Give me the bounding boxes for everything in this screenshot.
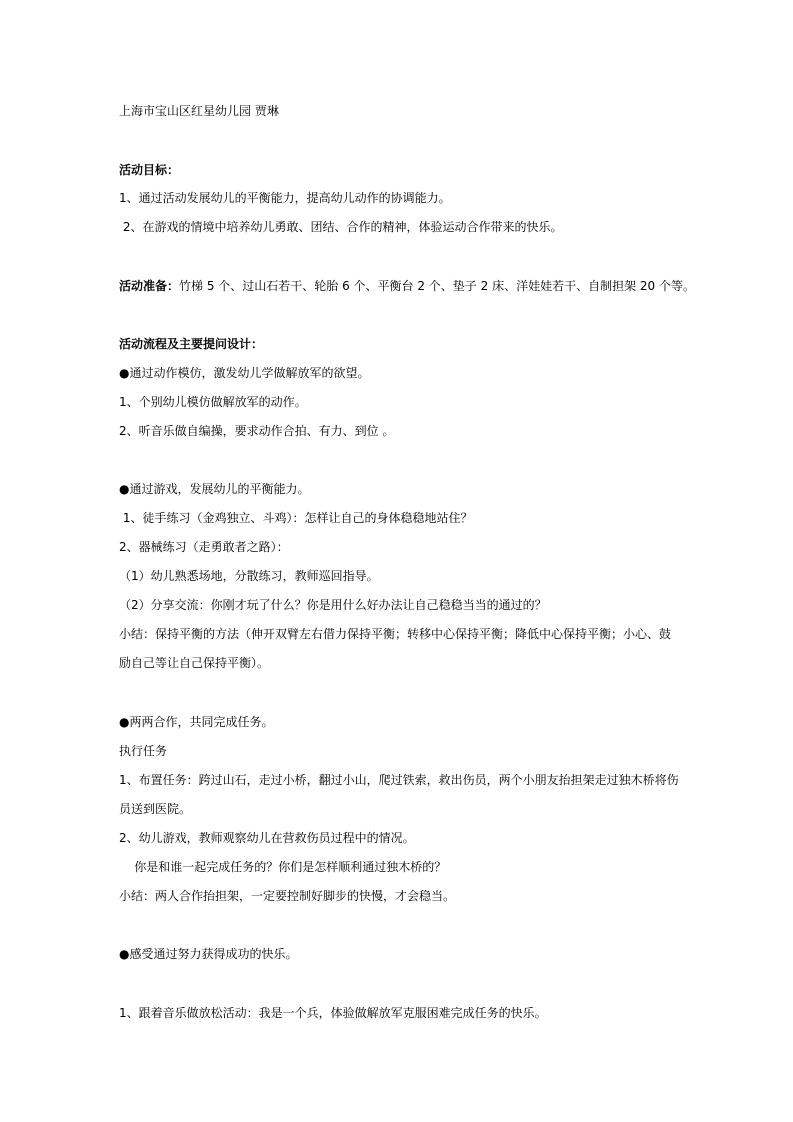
- section-title: ●通过动作模仿，激发幼儿学做解放军的欲望。: [119, 366, 370, 380]
- list-item: （2）分享交流：你刚才玩了什么？你是用什么好办法让自己稳稳当当的通过的？: [119, 598, 547, 612]
- list-item: 励自己等让自己保持平衡）。: [119, 656, 270, 670]
- list-item: 小结：两人合作抬担架，一定要控制好脚步的快慢，才会稳当。: [119, 889, 456, 903]
- goal-item: 2、在游戏的情境中培养幼儿勇敢、团结、合作的精神，体验运动合作带来的快乐。: [119, 220, 563, 234]
- section-title: ●两两合作，共同完成任务。: [119, 715, 274, 729]
- list-item: 1、徒手练习（金鸡独立、斗鸡）：怎样让自己的身体稳稳地站住？: [119, 511, 473, 525]
- list-item: 1、个别幼儿模仿做解放军的动作。: [119, 395, 307, 409]
- list-item: 1、布置任务：跨过山石，走过小桥，翻过小山，爬过铁索，救出伤员，两个小朋友抬担架走过独木桥将伤: [119, 773, 679, 787]
- list-item: （1）幼儿熟悉场地，分散练习，教师巡回指导。: [119, 569, 379, 583]
- list-item: 1、跟着音乐做放松活动：我是一个兵，体验做解放军克服困难完成任务的快乐。: [119, 1006, 547, 1020]
- list-item: 2、幼儿游戏，教师观察幼儿在营救伤员过程中的情况。: [119, 831, 415, 845]
- process-heading: 活动流程及主要提问设计：: [119, 337, 264, 351]
- list-item: 2、器械练习（走勇敢者之路）：: [119, 540, 289, 554]
- list-item: 小结：保持平衡的方法（伸开双臂左右借力保持平衡；转移中心保持平衡；降低中心保持平衡；小心、鼓: [119, 627, 672, 641]
- list-item: 员送到医院。: [119, 802, 192, 816]
- preparation-heading: 活动准备：: [119, 279, 180, 293]
- goal-item: 1、通过活动发展幼儿的平衡能力，提高幼儿动作的协调能力。: [119, 191, 451, 205]
- author-line: 上海市宝山区红星幼儿园 贾琳: [119, 104, 279, 118]
- list-item: 2、听音乐做自编操，要求动作合拍、有力、到位 。: [119, 424, 395, 438]
- list-item: 你是和谁一起完成任务的？你们是怎样顺利通过独木桥的？: [119, 860, 447, 874]
- preparation-text: 竹梯 5 个、过山石若干、轮胎 6 个、平衡台 2 个、垫子 2 床、洋娃娃若干、自制担架 20 个等。: [179, 279, 695, 293]
- list-item: 执行任务: [119, 744, 168, 758]
- goals-heading: 活动目标：: [119, 163, 180, 177]
- preparation-paragraph: [119, 278, 695, 294]
- section-title: ●感受通过努力获得成功的快乐。: [119, 947, 298, 961]
- section-title: ●通过游戏，发展幼儿的平衡能力。: [119, 482, 310, 496]
